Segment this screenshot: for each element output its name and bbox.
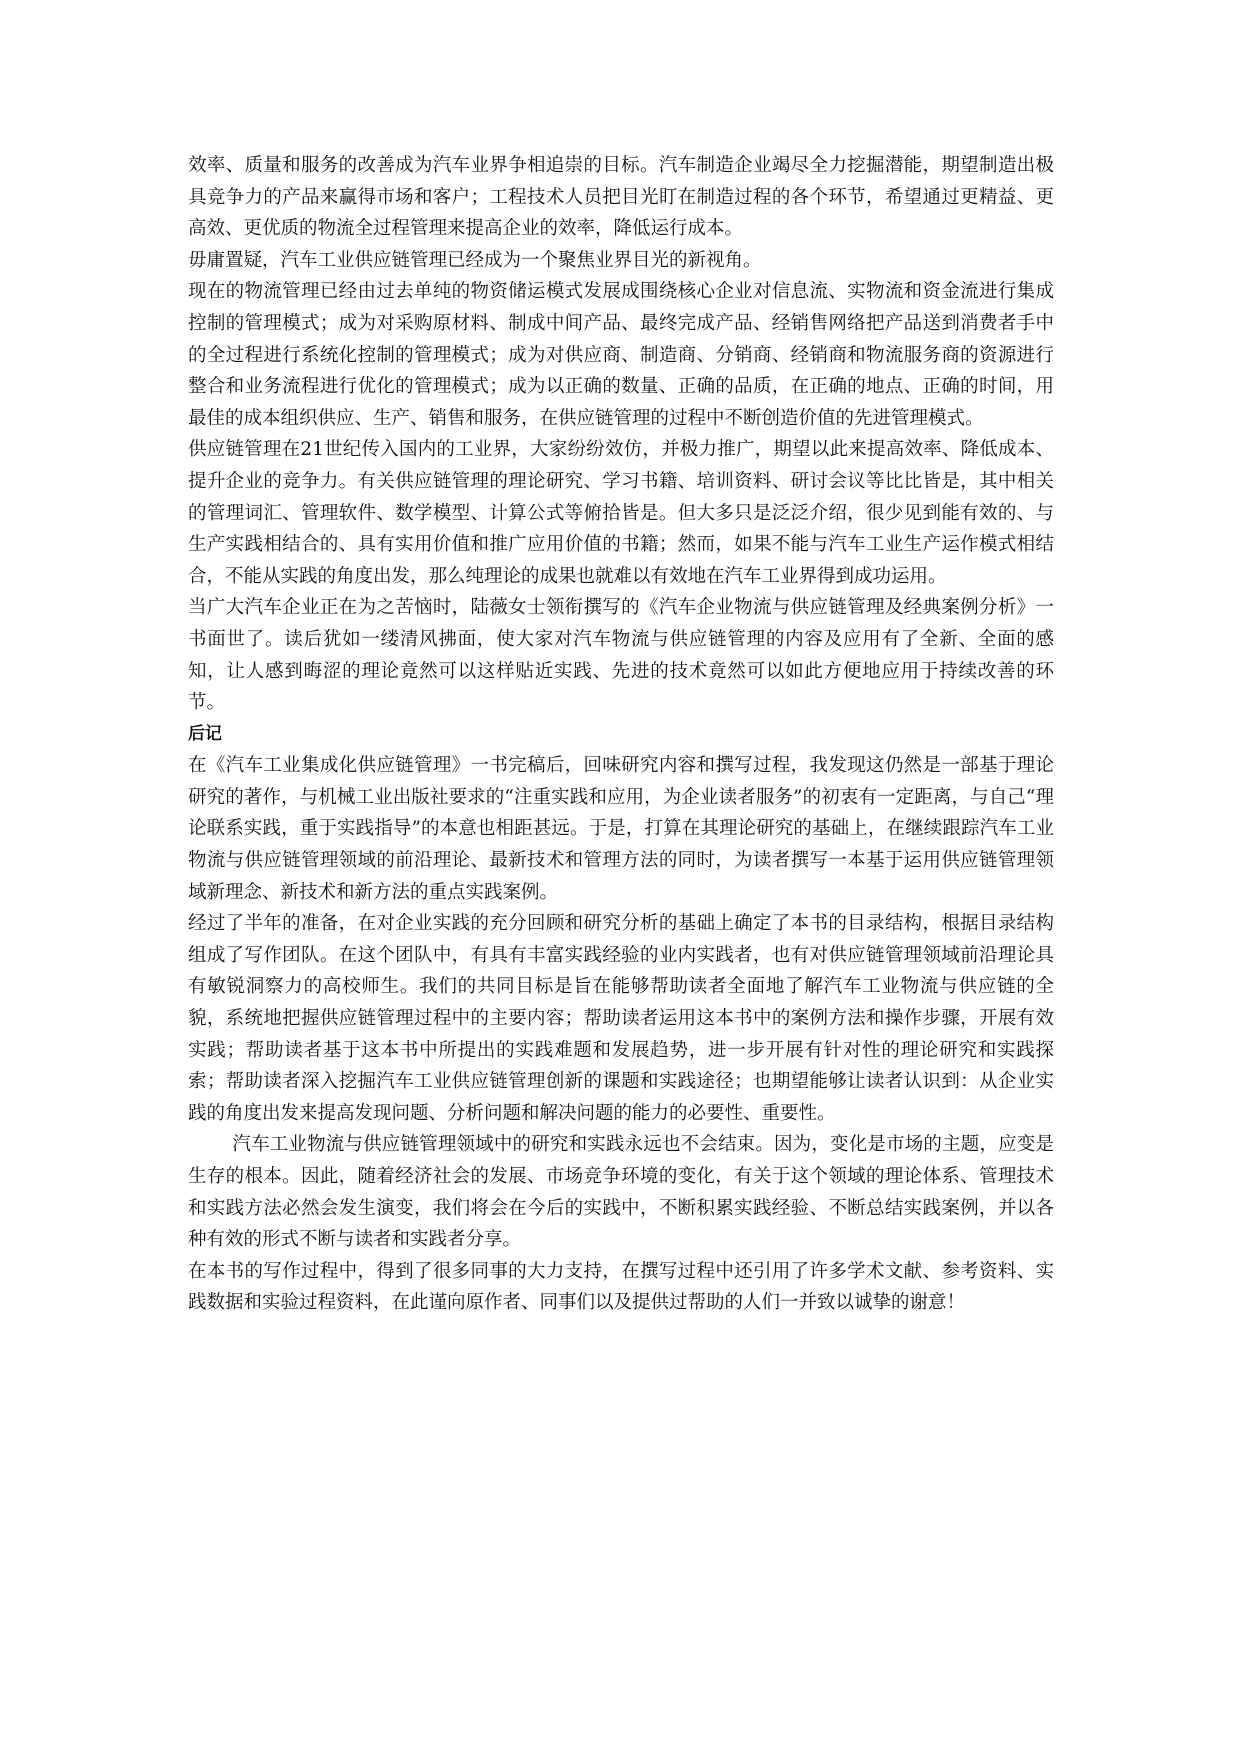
paragraph-afterword-outlook: 汽车工业物流与供应链管理领域中的研究和实践永远也不会结束。因为，变化是市场的主题，应变是生存的根本。因此，随着经济社会的发展、市场竞争环境的变化，有关于这个领域的理论体系、管理技术和实践方法必然会发生演变，我们将会在今后的实践中，不断积累实践经验、不断总结实践案例，并以各种有效的形式不断与读者和实践者分享。 <box>188 1134 1054 1251</box>
document-page <box>188 150 1054 1319</box>
paragraph-book-release: 当广大汽车企业正在为之苦恼时，陆薇女士领衔撰写的《汽车企业物流与供应链管理及经典案例分析》一书面世了。读后犹如一缕清风拂面，使大家对汽车物流与供应链管理的内容及应用有了全新、全面的感知，让人感到晦涩的理论竟然可以这样贴近实践、先进的技术竟然可以如此方便地应用于持续改善的环节。 <box>188 597 1054 714</box>
paragraph-logistics-management: 现在的物流管理已经由过去单纯的物资储运模式发展成围绕核心企业对信息流、实物流和资金流进行集成控制的管理模式；成为对采购原材料、制成中间产品、最终完成产品、经销售网络把产品送到消费者手中的全过程进行系统化控制的管理模式；成为对供应商、制造商、分销商、经销商和物流服务商的资源进行整合和业务流程进行优化的管理模式；成为以正确的数量、正确的品质，在正确的地点、正确的时间，用最佳的成本组织供应、生产、销售和服务，在供应链管理的过程中不断创造价值的先进管理模式。 <box>188 281 1054 429</box>
paragraph-afterword-origin: 在《汽车工业集成化供应链管理》一书完稿后，回味研究内容和撰写过程，我发现这仍然是一部基于理论研究的著作，与机械工业出版社要求的“注重实践和应用，为企业读者服务”的初衷有一定距离，与自己“理论联系实践，重于实践指导”的本意也相距甚远。于是，打算在其理论研究的基础上，在继续跟踪汽车工业物流与供应链管理领域的前沿理论、最新技术和管理方法的同时，为读者撰写一本基于运用供应链管理领域新理念、新技术和新方法的重点实践案例。 <box>188 755 1054 903</box>
paragraph-new-perspective: 毋庸置疑，汽车工业供应链管理已经成为一个聚焦业界目光的新视角。 <box>188 249 762 271</box>
paragraph-efficiency: 效率、质量和服务的改善成为汽车业界争相追崇的目标。汽车制造企业竭尽全力挖掘潜能，期望制造出极具竞争力的产品来赢得市场和客户；工程技术人员把目光盯在制造过程的各个环节，希望通过更精益、更高效、更优质的物流全过程管理来提高企业的效率，降低运行成本。 <box>188 155 1054 240</box>
paragraph-afterword-thanks: 在本书的写作过程中，得到了很多同事的大力支持，在撰写过程中还引用了许多学术文献、参考资料、实践数据和实验过程资料，在此谨向原作者、同事们以及提供过帮助的人们一并致以诚挚的谢意！ <box>188 1260 1054 1314</box>
paragraph-afterword-team: 经过了半年的准备，在对企业实践的充分回顾和研究分析的基础上确定了本书的目录结构，根据目录结构组成了写作团队。在这个团队中，有具有丰富实践经验的业内实践者，也有对供应链管理领域前沿理论具有敏锐洞察力的高校师生。我们的共同目标是旨在能够帮助读者全面地了解汽车工业物流与供应链的全貌，系统地把握供应链管理过程中的主要内容；帮助读者运用这本书中的案例方法和操作步骤，开展有效实践；帮助读者基于这本书中所提出的实践难题和发展趋势，进一步开展有针对性的理论研究和实践探索；帮助读者深入挖掘汽车工业供应链管理创新的课题和实践途径；也期望能够让读者认识到：从企业实践的角度出发来提高发现问题、分析问题和解决问题的能力的必要性、重要性。 <box>188 913 1054 1124</box>
paragraph-supply-chain-intro: 供应链管理在21世纪传入国内的工业界，大家纷纷效仿，并极力推广，期望以此来提高效率、降低成本、提升企业的竞争力。有关供应链管理的理论研究、学习书籍、培训资料、研讨会议等比比皆是，其中相关的管理词汇、管理软件、数学模型、计算公式等俯拾皆是。但大多只是泛泛介绍，很少见到能有效的、与生产实践相结合的、具有实用价值和推广应用价值的书籍；然而，如果不能与汽车工业生产运作模式相结合，不能从实践的角度出发，那么纯理论的成果也就难以有效地在汽车工业界得到成功运用。 <box>188 439 1054 587</box>
afterword-heading: 后记 <box>188 723 222 744</box>
